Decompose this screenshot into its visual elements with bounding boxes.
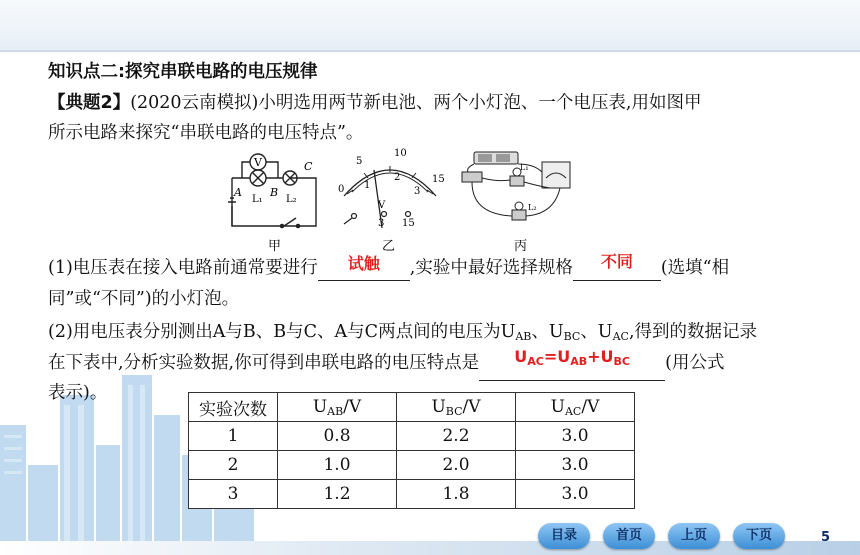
problem-line-1 [48,91,701,115]
label-l1: L₁ [252,194,263,205]
label-l2: L₂ [286,194,297,205]
caption-jia: 甲 [268,239,282,252]
section-heading: 知识点二:探究串联电路的电压规律 [48,62,318,82]
table-cell: 0.8 [278,422,397,451]
top-divider [0,50,860,52]
q2-sub-ac: AC [612,330,629,343]
caption-bing: 丙 [514,239,528,254]
q2-sep-2: 、U [580,322,613,342]
q1-text-b: ,实验中最好选择规格 [409,258,573,278]
table-row [189,422,635,451]
data-table [188,392,635,509]
header-trial: 实验次数 [189,393,278,422]
table-row [189,480,635,509]
real-circuit-bing [454,148,574,256]
scale-15: 15 [432,174,445,185]
problem-tag: 【典题2】 [48,93,131,113]
caption-yi: 乙 [382,239,396,254]
q2-text-c: 在下表中,分析实验数据,你可得到串联电路的电压特点是 [48,353,480,373]
voltmeter-dial-yi [334,146,446,256]
unit-v: V [378,200,386,211]
table-cell: 1.8 [397,480,516,509]
table-cell: 2.2 [397,422,516,451]
q1-text-c: (选填“相 [660,258,730,278]
terminal-3: 3 [378,218,385,229]
scale-2: 2 [394,172,401,183]
first-page-button[interactable]: 首页 [603,523,655,549]
catalog-button[interactable]: 目录 [538,523,590,549]
table-cell: 1.2 [278,480,397,509]
problem-line-2: 所示电路来探究“串联电路的电压特点”。 [48,123,364,143]
q1-line-1 [48,252,730,281]
scale-1: 1 [364,180,371,191]
circuit-diagram-jia [224,150,334,252]
real-l2: L₂ [528,203,537,212]
table-cell: 3.0 [516,451,635,480]
table-header-row [189,393,635,422]
q2-answer: $U_{AC}=U_{AB}+U_{BC}$ [514,347,631,368]
header-uac: $U_{AC}/V$ [516,393,635,422]
table-cell: 2.0 [397,451,516,480]
q2-line-3: 表示)。 [48,383,108,403]
label-c: C [304,160,313,173]
q1-answer-2: 不同 [600,252,633,271]
q1-answer-1: 试触 [347,254,380,273]
q2-sep-1: 、U [531,322,564,342]
scale-0-outer: 0 [338,184,345,195]
real-l1: L₁ [520,163,529,172]
scale-10: 10 [394,148,407,159]
q2-line-1 [48,320,757,349]
q1-text-a: (1)电压表在接入电路前通常要进行 [48,258,318,278]
table-cell: 2 [189,451,278,480]
scale-5: 5 [356,156,363,167]
top-banner [0,0,860,52]
footer-bar [0,541,860,555]
voltmeter-symbol: V [254,156,262,169]
page-number: 5 [820,530,830,545]
q2-text-d: (用公式 [665,353,725,373]
q2-sub-ab: AB [515,330,532,343]
q2-text-a: (2)用电压表分别测出A与B、B与C、A与C两点间的电压为U [48,322,516,342]
table-cell: 3 [189,480,278,509]
header-ubc: $U_{BC}/V$ [397,393,516,422]
table-cell: 1.0 [278,451,397,480]
label-a: A [234,186,242,199]
q2-line-2 [48,347,725,381]
table-cell: 1 [189,422,278,451]
scale-3: 3 [414,186,421,197]
label-b: B [270,186,279,199]
prev-page-button[interactable]: 上页 [668,523,720,549]
terminal-15: 15 [402,218,415,229]
next-page-button[interactable]: 下页 [733,523,785,549]
q2-text-b: ,得到的数据记录 [628,322,757,342]
table-cell: 3.0 [516,480,635,509]
problem-source: (2020云南模拟)小明选用两节新电池、两个小灯泡、一个电压表,用如图甲 [130,93,702,113]
header-uab: $U_{AB}/V$ [278,393,397,422]
q1-line-2: 同”或“不同”)的小灯泡。 [48,289,240,309]
q2-sub-bc: BC [563,330,581,343]
table-row [189,451,635,480]
table-cell: 3.0 [516,422,635,451]
